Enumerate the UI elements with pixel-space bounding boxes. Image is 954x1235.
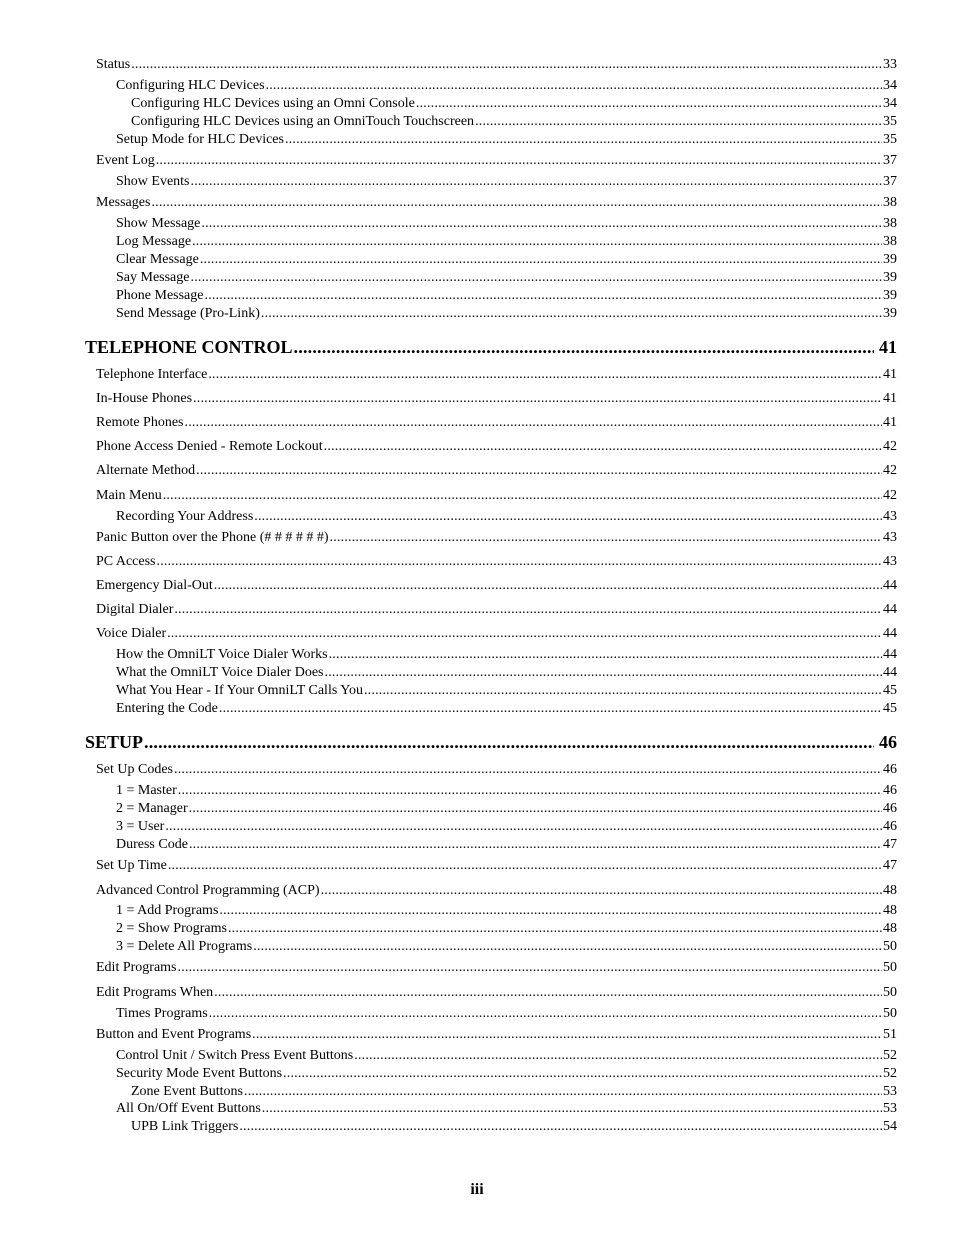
toc-entry-title: Set Up Codes xyxy=(96,762,173,777)
toc-entry[interactable] xyxy=(116,132,897,148)
toc-entry[interactable] xyxy=(116,1066,897,1082)
dot-leader xyxy=(178,960,883,976)
toc-entry-title: Configuring HLC Devices using an OmniTouch Touchscreen xyxy=(131,114,475,129)
toc-entry[interactable] xyxy=(96,858,897,874)
toc-entry-page: 48 xyxy=(883,921,897,936)
toc-entry-page: 39 xyxy=(883,306,897,321)
dot-leader xyxy=(193,391,882,407)
toc-entry-page: 41 xyxy=(883,367,897,382)
dot-leader xyxy=(131,57,882,73)
toc-entry-title: Show Events xyxy=(116,174,190,189)
toc-entry-page: 33 xyxy=(883,57,897,72)
toc-entry-title: 2 = Show Programs xyxy=(116,921,227,936)
dot-leader xyxy=(163,488,882,504)
toc-entry-title: Show Message xyxy=(116,216,201,231)
toc-entry-page: 38 xyxy=(883,234,897,249)
toc-entry[interactable] xyxy=(96,415,897,431)
dot-leader xyxy=(189,837,882,853)
dot-leader xyxy=(165,819,882,835)
toc-entry-title: Send Message (Pro-Link) xyxy=(116,306,260,321)
toc-entry-page: 45 xyxy=(883,683,897,698)
dot-leader xyxy=(174,762,882,778)
toc-entry-page: 46 xyxy=(883,801,897,816)
toc-entry[interactable] xyxy=(116,174,897,190)
toc-entry-page: 34 xyxy=(883,78,897,93)
toc-entry-title: Edit Programs xyxy=(96,960,177,975)
toc-entry[interactable] xyxy=(116,939,897,955)
toc-entry-page: 53 xyxy=(883,1084,897,1099)
toc-entry-page: 44 xyxy=(883,602,897,617)
dot-leader xyxy=(228,921,882,937)
toc-entry-page: 43 xyxy=(883,554,897,569)
toc-entry-title: PC Access xyxy=(96,554,156,569)
toc-entry-title: All On/Off Event Buttons xyxy=(116,1101,261,1116)
toc-entry[interactable] xyxy=(131,1084,897,1100)
toc-entry[interactable] xyxy=(96,762,897,778)
dot-leader xyxy=(185,415,883,431)
toc-entry[interactable] xyxy=(96,960,897,976)
dot-leader xyxy=(219,903,882,919)
dot-leader xyxy=(325,665,883,681)
toc-entry-title: Say Message xyxy=(116,270,190,285)
toc-entry-page: 38 xyxy=(883,216,897,231)
toc-entry-page: 44 xyxy=(883,578,897,593)
dot-leader xyxy=(167,626,882,642)
toc-entry-title: Event Log xyxy=(96,153,155,168)
toc-entry[interactable] xyxy=(96,883,897,899)
toc-entry[interactable] xyxy=(96,985,897,1001)
toc-entry-page: 39 xyxy=(883,288,897,303)
dot-leader xyxy=(283,1066,882,1082)
toc-entry-title: Messages xyxy=(96,195,151,210)
toc-entry-page: 44 xyxy=(883,626,897,641)
toc-entry[interactable] xyxy=(131,114,897,130)
toc-entry-title: Edit Programs When xyxy=(96,985,214,1000)
toc-entry-title: What the OmniLT Voice Dialer Does xyxy=(116,665,324,680)
toc-entry[interactable] xyxy=(116,288,897,304)
toc-entry-page: 39 xyxy=(883,270,897,285)
toc-entry-title: UPB Link Triggers xyxy=(131,1119,239,1134)
toc-entry-page: 43 xyxy=(883,509,897,524)
toc-entry[interactable] xyxy=(116,270,897,286)
toc-entry-title: Status xyxy=(96,57,131,72)
toc-entry-title: Entering the Code xyxy=(116,701,218,716)
toc-entry-page: 46 xyxy=(883,819,897,834)
dot-leader xyxy=(168,858,882,874)
toc-entry-page: 44 xyxy=(883,647,897,662)
toc-entry-page: 44 xyxy=(883,665,897,680)
toc-entry[interactable] xyxy=(116,701,897,717)
dot-leader xyxy=(174,602,882,618)
toc-entry[interactable] xyxy=(96,488,897,504)
toc-entry-page: 48 xyxy=(883,903,897,918)
toc-entry-title: Configuring HLC Devices using an Omni Console xyxy=(131,96,415,111)
toc-entry-title: Configuring HLC Devices xyxy=(116,78,265,93)
toc-entry[interactable] xyxy=(116,801,897,817)
dot-leader xyxy=(191,174,883,190)
toc-entry[interactable] xyxy=(131,96,897,112)
toc-entry-title: Log Message xyxy=(116,234,192,249)
dot-leader xyxy=(321,883,882,899)
toc-entry[interactable] xyxy=(116,234,897,250)
toc-entry[interactable] xyxy=(96,463,897,479)
toc-entry-title: Telephone Interface xyxy=(96,367,208,382)
toc-entry[interactable] xyxy=(116,252,897,268)
toc-entry[interactable] xyxy=(116,683,897,699)
toc-entry-page: 35 xyxy=(883,114,897,129)
toc-entry-title: Alternate Method xyxy=(96,463,196,478)
toc-entry[interactable] xyxy=(96,530,897,546)
toc-entry-page: 42 xyxy=(883,488,897,503)
toc-entry-title: Phone Access Denied - Remote Lockout xyxy=(96,439,323,454)
dot-leader xyxy=(205,288,883,304)
dot-leader xyxy=(294,337,874,357)
dot-leader xyxy=(329,647,882,663)
toc-entry-page: 42 xyxy=(883,463,897,478)
dot-leader xyxy=(324,439,882,455)
toc-entry[interactable] xyxy=(116,647,897,663)
toc-entry-title: Set Up Time xyxy=(96,858,167,873)
dot-leader xyxy=(219,701,882,717)
toc-entry[interactable] xyxy=(116,819,897,835)
toc-entry-page: 50 xyxy=(883,1006,897,1021)
dot-leader xyxy=(178,783,882,799)
toc-entry-title: Zone Event Buttons xyxy=(131,1084,243,1099)
toc-entry-page: 52 xyxy=(883,1066,897,1081)
dot-leader xyxy=(209,1006,882,1022)
toc-entry[interactable] xyxy=(96,195,897,211)
toc-entry-page: 41 xyxy=(879,337,897,357)
toc-entry-title: Remote Phones xyxy=(96,415,184,430)
toc-entry-page: 47 xyxy=(883,858,897,873)
toc-entry[interactable] xyxy=(96,391,897,407)
dot-leader xyxy=(208,367,882,383)
toc-entry-title: Recording Your Address xyxy=(116,509,254,524)
dot-leader xyxy=(244,1084,882,1100)
dot-leader xyxy=(261,306,882,322)
toc-entry-title: Digital Dialer xyxy=(96,602,174,617)
toc-entry-page: 53 xyxy=(883,1101,897,1116)
toc-entry-title: 1 = Master xyxy=(116,783,177,798)
toc-entry-title: Times Programs xyxy=(116,1006,208,1021)
dot-leader xyxy=(475,114,882,130)
toc-entry-page: 46 xyxy=(883,762,897,777)
toc-entry[interactable] xyxy=(116,903,897,919)
dot-leader xyxy=(201,216,882,232)
toc-entry-page: 41 xyxy=(883,391,897,406)
dot-leader xyxy=(364,683,882,699)
dot-leader xyxy=(144,732,874,752)
toc-entry-page: 50 xyxy=(883,985,897,1000)
dot-leader xyxy=(151,195,882,211)
toc-entry-page: 50 xyxy=(883,960,897,975)
toc-entry[interactable] xyxy=(96,554,897,570)
toc-entry-page: 46 xyxy=(883,783,897,798)
toc-entry-title: 2 = Manager xyxy=(116,801,188,816)
dot-leader xyxy=(266,78,882,94)
toc-entry[interactable] xyxy=(116,783,897,799)
toc-entry-page: 37 xyxy=(883,174,897,189)
toc-entry-title: Panic Button over the Phone (# # # # # #) xyxy=(96,530,329,545)
toc-entry-title: SETUP xyxy=(85,732,144,752)
dot-leader xyxy=(254,509,882,525)
toc-entry[interactable] xyxy=(116,665,897,681)
toc-entry-title: In-House Phones xyxy=(96,391,193,406)
dot-leader xyxy=(200,252,882,268)
toc-entry-page: 47 xyxy=(883,837,897,852)
toc-entry[interactable] xyxy=(96,602,897,618)
dot-leader xyxy=(189,801,882,817)
toc-entry-page: 39 xyxy=(883,252,897,267)
toc-entry[interactable] xyxy=(116,1048,897,1064)
toc-entry[interactable] xyxy=(116,78,897,94)
dot-leader xyxy=(354,1048,882,1064)
dot-leader xyxy=(192,234,882,250)
toc-entry-title: Button and Event Programs xyxy=(96,1027,252,1042)
dot-leader xyxy=(191,270,883,286)
dot-leader xyxy=(239,1119,882,1135)
toc-entry-page: 51 xyxy=(883,1027,897,1042)
toc-entry-page: 35 xyxy=(883,132,897,147)
toc-chapter-entry[interactable] xyxy=(85,337,897,357)
toc-entry-page: 41 xyxy=(883,415,897,430)
toc-entry[interactable] xyxy=(116,837,897,853)
dot-leader xyxy=(253,939,882,955)
toc-entry-title: Main Menu xyxy=(96,488,162,503)
dot-leader xyxy=(214,578,882,594)
toc-entry[interactable] xyxy=(116,509,897,525)
toc-entry-title: How the OmniLT Voice Dialer Works xyxy=(116,647,328,662)
toc-entry[interactable] xyxy=(96,57,897,73)
toc-entry-page: 34 xyxy=(883,96,897,111)
dot-leader xyxy=(156,153,882,169)
toc-entry[interactable] xyxy=(96,1027,897,1043)
toc-entry-page: 42 xyxy=(883,439,897,454)
toc-entry-page: 52 xyxy=(883,1048,897,1063)
toc-entry[interactable] xyxy=(131,1119,897,1135)
toc-entry-title: Control Unit / Switch Press Event Buttons xyxy=(116,1048,354,1063)
toc-entry[interactable] xyxy=(116,1101,897,1117)
toc-chapter-entry[interactable] xyxy=(85,732,897,752)
toc-entry-title: 3 = Delete All Programs xyxy=(116,939,253,954)
toc-entry[interactable] xyxy=(96,439,897,455)
toc-entry-title: Phone Message xyxy=(116,288,204,303)
dot-leader xyxy=(157,554,883,570)
toc-entry-page: 46 xyxy=(879,732,897,752)
toc-entry-title: Duress Code xyxy=(116,837,188,852)
toc-entry-title: Clear Message xyxy=(116,252,199,267)
page-number: iii xyxy=(470,1181,484,1198)
toc-entry-page: 50 xyxy=(883,939,897,954)
dot-leader xyxy=(196,463,882,479)
toc-entry[interactable] xyxy=(96,578,897,594)
toc-entry-title: Emergency Dial-Out xyxy=(96,578,213,593)
dot-leader xyxy=(262,1101,882,1117)
dot-leader xyxy=(330,530,882,546)
toc-entry-page: 38 xyxy=(883,195,897,210)
toc-entry-page: 48 xyxy=(883,883,897,898)
toc-entry-title: Voice Dialer xyxy=(96,626,167,641)
toc-entry-title: TELEPHONE CONTROL xyxy=(85,337,293,357)
toc-entry-page: 43 xyxy=(883,530,897,545)
toc-entry[interactable] xyxy=(116,921,897,937)
toc-entry-page: 45 xyxy=(883,701,897,716)
toc-entry[interactable] xyxy=(96,626,897,642)
dot-leader xyxy=(252,1027,882,1043)
toc-entry[interactable] xyxy=(116,1006,897,1022)
toc-entry-title: 3 = User xyxy=(116,819,165,834)
toc-entry-page: 37 xyxy=(883,153,897,168)
toc-entry[interactable] xyxy=(96,367,897,383)
toc-entry-title: Security Mode Event Buttons xyxy=(116,1066,283,1081)
toc-entry-title: What You Hear - If Your OmniLT Calls You xyxy=(116,683,363,698)
toc-entry[interactable] xyxy=(116,306,897,322)
toc-entry-title: Advanced Control Programming (ACP) xyxy=(96,883,320,898)
toc-entry[interactable] xyxy=(96,153,897,169)
toc-entry[interactable] xyxy=(116,216,897,232)
dot-leader xyxy=(285,132,882,148)
dot-leader xyxy=(416,96,882,112)
toc-entry-title: Setup Mode for HLC Devices xyxy=(116,132,284,147)
toc-entry-title: 1 = Add Programs xyxy=(116,903,219,918)
dot-leader xyxy=(214,985,882,1001)
toc-entry-page: 54 xyxy=(883,1119,897,1134)
